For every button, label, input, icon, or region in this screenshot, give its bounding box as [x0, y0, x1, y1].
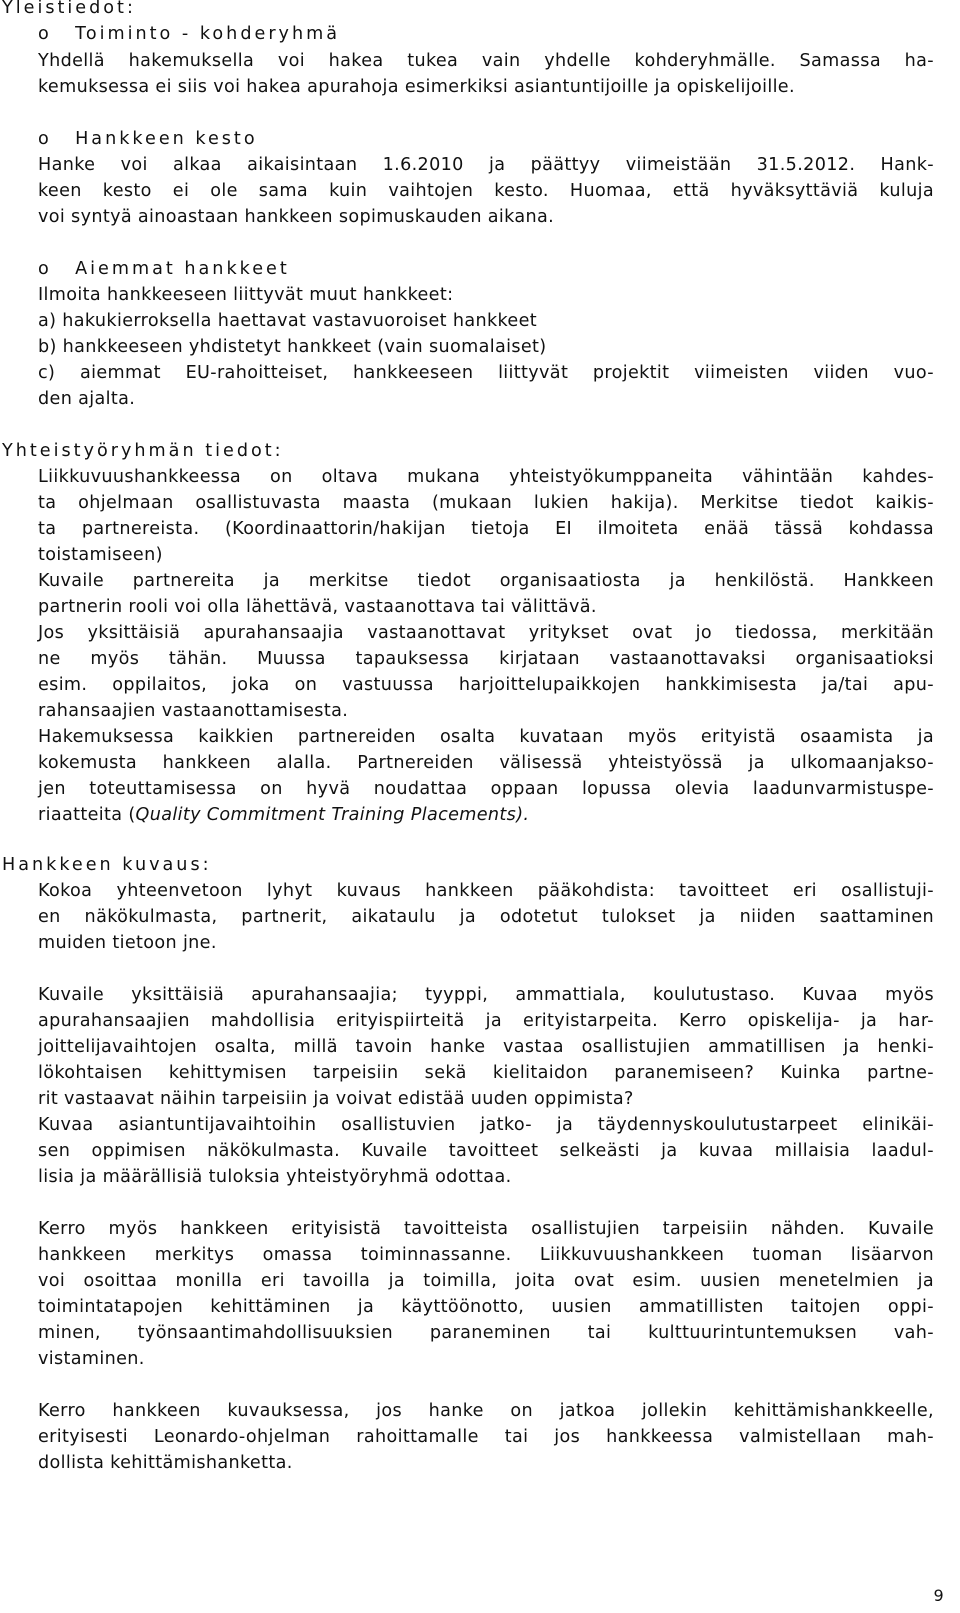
heading-partnership: Yhteistyöryhmän tiedot: [2, 441, 284, 461]
heading-description: Hankkeen kuvaus: [2, 855, 212, 875]
text-span: riaatteita ( [38, 805, 136, 825]
text-line: Ilmoita hankkeeseen liittyvät muut hankkeet: [38, 285, 454, 305]
text-line [38, 802, 529, 829]
text-line: muiden tietoon jne. [38, 933, 217, 953]
text-line: Jos yksittäisiä apurahansaajia vastaanottavat yritykset ovat jo tiedossa, merkitään [38, 623, 934, 643]
text-line: jen toteuttamisessa on hyvä noudattaa oppaan lopussa olevia laadunvarmistuspe- [38, 779, 934, 799]
bullet-marker: o [38, 129, 50, 149]
text-line: keen kesto ei ole sama kuin vaihtojen kesto. Huomaa, että hyväksyttäviä kuluja [38, 181, 934, 201]
text-line: ta partnereista. (Koordinaattorin/hakijan tietoja EI ilmoiteta enää tässä kohdassa [38, 519, 934, 539]
bullet-duration [38, 126, 258, 153]
text-line: esim. oppilaitos, joka on vastuussa harjoittelupaikkojen hankkimisesta ja/tai apu- [38, 675, 934, 695]
text-line: minen, työnsaantimahdollisuuksien paraneminen tai kulttuurintuntemuksen vah- [38, 1323, 934, 1343]
text-line: en näkökulmasta, partnerit, aikataulu ja odotetut tulokset ja niiden saattaminen [38, 907, 934, 927]
text-line: a) hakukierroksella haettavat vastavuoroiset hankkeet [38, 311, 538, 331]
bullet-title: Toiminto - kohderyhmä [75, 24, 341, 44]
text-line: Kerro hankkeen kuvauksessa, jos hanke on jatkoa jollekin kehittämishankkeelle, [38, 1401, 934, 1421]
text-line: Hanke voi alkaa aikaisintaan 1.6.2010 ja päättyy viimeistään 31.5.2012. Hank- [38, 155, 934, 175]
bullet-target-group [38, 21, 340, 48]
text-line: b) hankkeeseen yhdistetyt hankkeet (vain suomalaiset) [38, 337, 547, 357]
text-line: rahansaajien vastaanottamisesta. [38, 701, 349, 721]
bullet-marker: o [38, 259, 50, 279]
text-line: partnerin rooli voi olla lähettävä, vastaanottava tai välittävä. [38, 597, 597, 617]
text-line: Kuvaile yksittäisiä apurahansaajia; tyyppi, ammattiala, koulutustaso. Kuvaa myös [38, 985, 934, 1005]
text-line: Liikkuvuushankkeessa on oltava mukana yhteistyökumppaneita vähintään kahdes- [38, 467, 934, 487]
text-line: dollista kehittämishanketta. [38, 1453, 293, 1473]
page-number: 9 [933, 1586, 944, 1605]
text-line: joittelijavaihtojen osalta, millä tavoin hanke vastaa osallistujien ammatillisen ja henki- [38, 1037, 934, 1057]
heading-general: Yleistiedot: [2, 0, 136, 18]
text-line: den ajalta. [38, 389, 136, 409]
text-line: hankkeen merkitys omassa toiminnassanne. Liikkuvuushankkeen tuoman lisäarvon [38, 1245, 934, 1265]
text-line: kemuksessa ei siis voi hakea apurahoja esimerkiksi asiantuntijoille ja opiskelijoille. [38, 77, 795, 97]
text-line: ne myös tähän. Muussa tapauksessa kirjataan vastaanottavaksi organisaatioksi [38, 649, 934, 669]
italic-title: Quality Commitment Training Placements). [135, 805, 530, 825]
text-line: c) aiemmat EU-rahoitteiset, hankkeeseen liittyvät projektit viimeisten viiden vuo- [38, 363, 934, 383]
text-line: Kuvaile partnereita ja merkitse tiedot organisaatiosta ja henkilöstä. Hankkeen [38, 571, 934, 591]
text-line: apurahansaajien mahdollisia erityispiirteitä ja erityistarpeita. Kerro opiskelija- ja har- [38, 1011, 934, 1031]
text-line: erityisesti Leonardo-ohjelman rahoittamalle tai jos hankkeessa valmistellaan mah- [38, 1427, 934, 1447]
text-line: Yhdellä hakemuksella voi hakea tukea vain yhdelle kohderyhmälle. Samassa ha- [38, 51, 934, 71]
text-line: Kerro myös hankkeen erityisistä tavoitteista osallistujien tarpeisiin nähden. Kuvaile [38, 1219, 934, 1239]
text-line: sen oppimisen näkökulmasta. Kuvaile tavoitteet selkeästi ja kuvaa millaisia laadul- [38, 1141, 934, 1161]
text-line: ta ohjelmaan osallistuvasta maasta (mukaan lukien hakija). Merkitse tiedot kaikis- [38, 493, 934, 513]
text-line: Kuvaa asiantuntijavaihtoihin osallistuvien jatko- ja täydennyskoulutustarpeet elinikäi- [38, 1115, 934, 1135]
text-line: vistaminen. [38, 1349, 145, 1369]
text-line: Kokoa yhteenvetoon lyhyt kuvaus hankkeen pääkohdista: tavoitteet eri osallistuji- [38, 881, 934, 901]
text-line: voi osoittaa monilla eri tavoilla ja toimilla, joita ovat esim. uusien menetelmien ja [38, 1271, 934, 1291]
text-line: voi syntyä ainoastaan hankkeen sopimuskauden aikana. [38, 207, 555, 227]
text-line: rit vastaavat näihin tarpeisiin ja voivat edistää uuden oppimista? [38, 1089, 634, 1109]
bullet-title: Aiemmat hankkeet [75, 259, 290, 279]
text-line: lisia ja määrällisiä tuloksia yhteistyöryhmä odottaa. [38, 1167, 512, 1187]
text-line: lökohtaisen kehittymisen tarpeisiin sekä kielitaidon paranemiseen? Kuinka partne- [38, 1063, 934, 1083]
bullet-previous [38, 256, 290, 283]
text-line: toimintatapojen kehittäminen ja käyttöönotto, uusien ammatillisten taitojen oppi- [38, 1297, 934, 1317]
text-line: kokemusta hankkeen alalla. Partnereiden välisessä yhteistyössä ja ulkomaanjakso- [38, 753, 934, 773]
bullet-title: Hankkeen kesto [75, 129, 258, 149]
bullet-marker: o [38, 24, 50, 44]
text-line: Hakemuksessa kaikkien partnereiden osalta kuvataan myös erityistä osaamista ja [38, 727, 934, 747]
text-line: toistamiseen) [38, 545, 163, 565]
